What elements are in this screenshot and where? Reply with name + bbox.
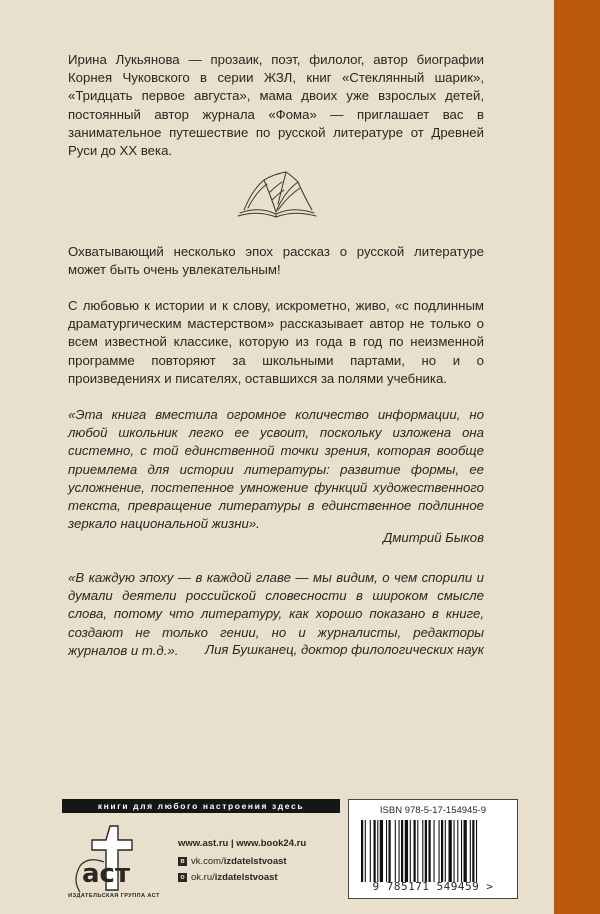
- svg-text:аст: аст: [81, 859, 131, 889]
- barcode-icon: [359, 820, 511, 882]
- open-book-icon: [234, 170, 320, 222]
- quote-bushkanets-author: Лия Бушканец, доктор филологических наук: [205, 642, 484, 657]
- paragraph-hook: Охватывающий несколько эпох рассказ о русской литературе может быть очень увлекательным!: [68, 244, 484, 278]
- paragraph-description: С любовью к истории и к слову, искрометно, живо, «с подлинным драматургическим мастерством» рассказывает автор не только о всем известной классике, которую из года в год по неизменной программе повторяют за школьными партами, но и о произведениях и писателях, оставшихся за полями учебника.: [68, 298, 484, 386]
- ok-link[interactable]: о ok.ru/izdatelstvoast: [178, 872, 278, 883]
- tagline-bar: книги для любого настроения здесь: [62, 799, 340, 813]
- ast-logo: [66, 820, 152, 896]
- spine-stripe: [554, 0, 600, 914]
- website-links[interactable]: www.ast.ru | www.book24.ru: [178, 838, 307, 849]
- publisher-name: ИЗДАТЕЛЬСКАЯ ГРУППА АСТ: [68, 893, 160, 899]
- isbn-barcode-box: [348, 799, 518, 899]
- isbn-number: ISBN 978-5-17-154945-9: [379, 805, 487, 816]
- vk-icon: в: [178, 857, 187, 866]
- ok-icon: о: [178, 873, 187, 882]
- barcode-digits: 9 785171 549459 >: [372, 880, 494, 893]
- quote-bykov-author: Дмитрий Быков: [383, 530, 484, 545]
- quote-bushkanets: «В каждую эпоху — в каждой главе — мы видим, о чем спорили и думали деятели российской словесности в широком смысле слова, потому что литературу, как хорошо показано в книге, создают не только гении, но и журналисты, редакторы журналов и т.д.».: [68, 570, 484, 658]
- author-intro: Ирина Лукьянова — прозаик, поэт, филолог, автор биографии Корнея Чуковского в серии ЖЗЛ, книг «Стеклянный шарик», «Тридцать первое августа», мама двоих уже взрослых детей, постоянный автор журнала «Фома» — приглашает вас в занимательное путешествие по русской литературе от Древней Руси до XX века.: [68, 52, 484, 159]
- vk-link[interactable]: в vk.com/izdatelstvoast: [178, 856, 287, 867]
- quote-bykov: «Эта книга вместила огромное количество информации, но любой школьник легко ее усвоит, поскольку изложена она системно, с той единственной точки зрения, которая вообще приемлема для истории литературы: развитие формы, ее усложнение, постепенное умножение функций художественного текста, превращение литературы в единственное подлинное зеркало национальной жизни».: [68, 407, 484, 532]
